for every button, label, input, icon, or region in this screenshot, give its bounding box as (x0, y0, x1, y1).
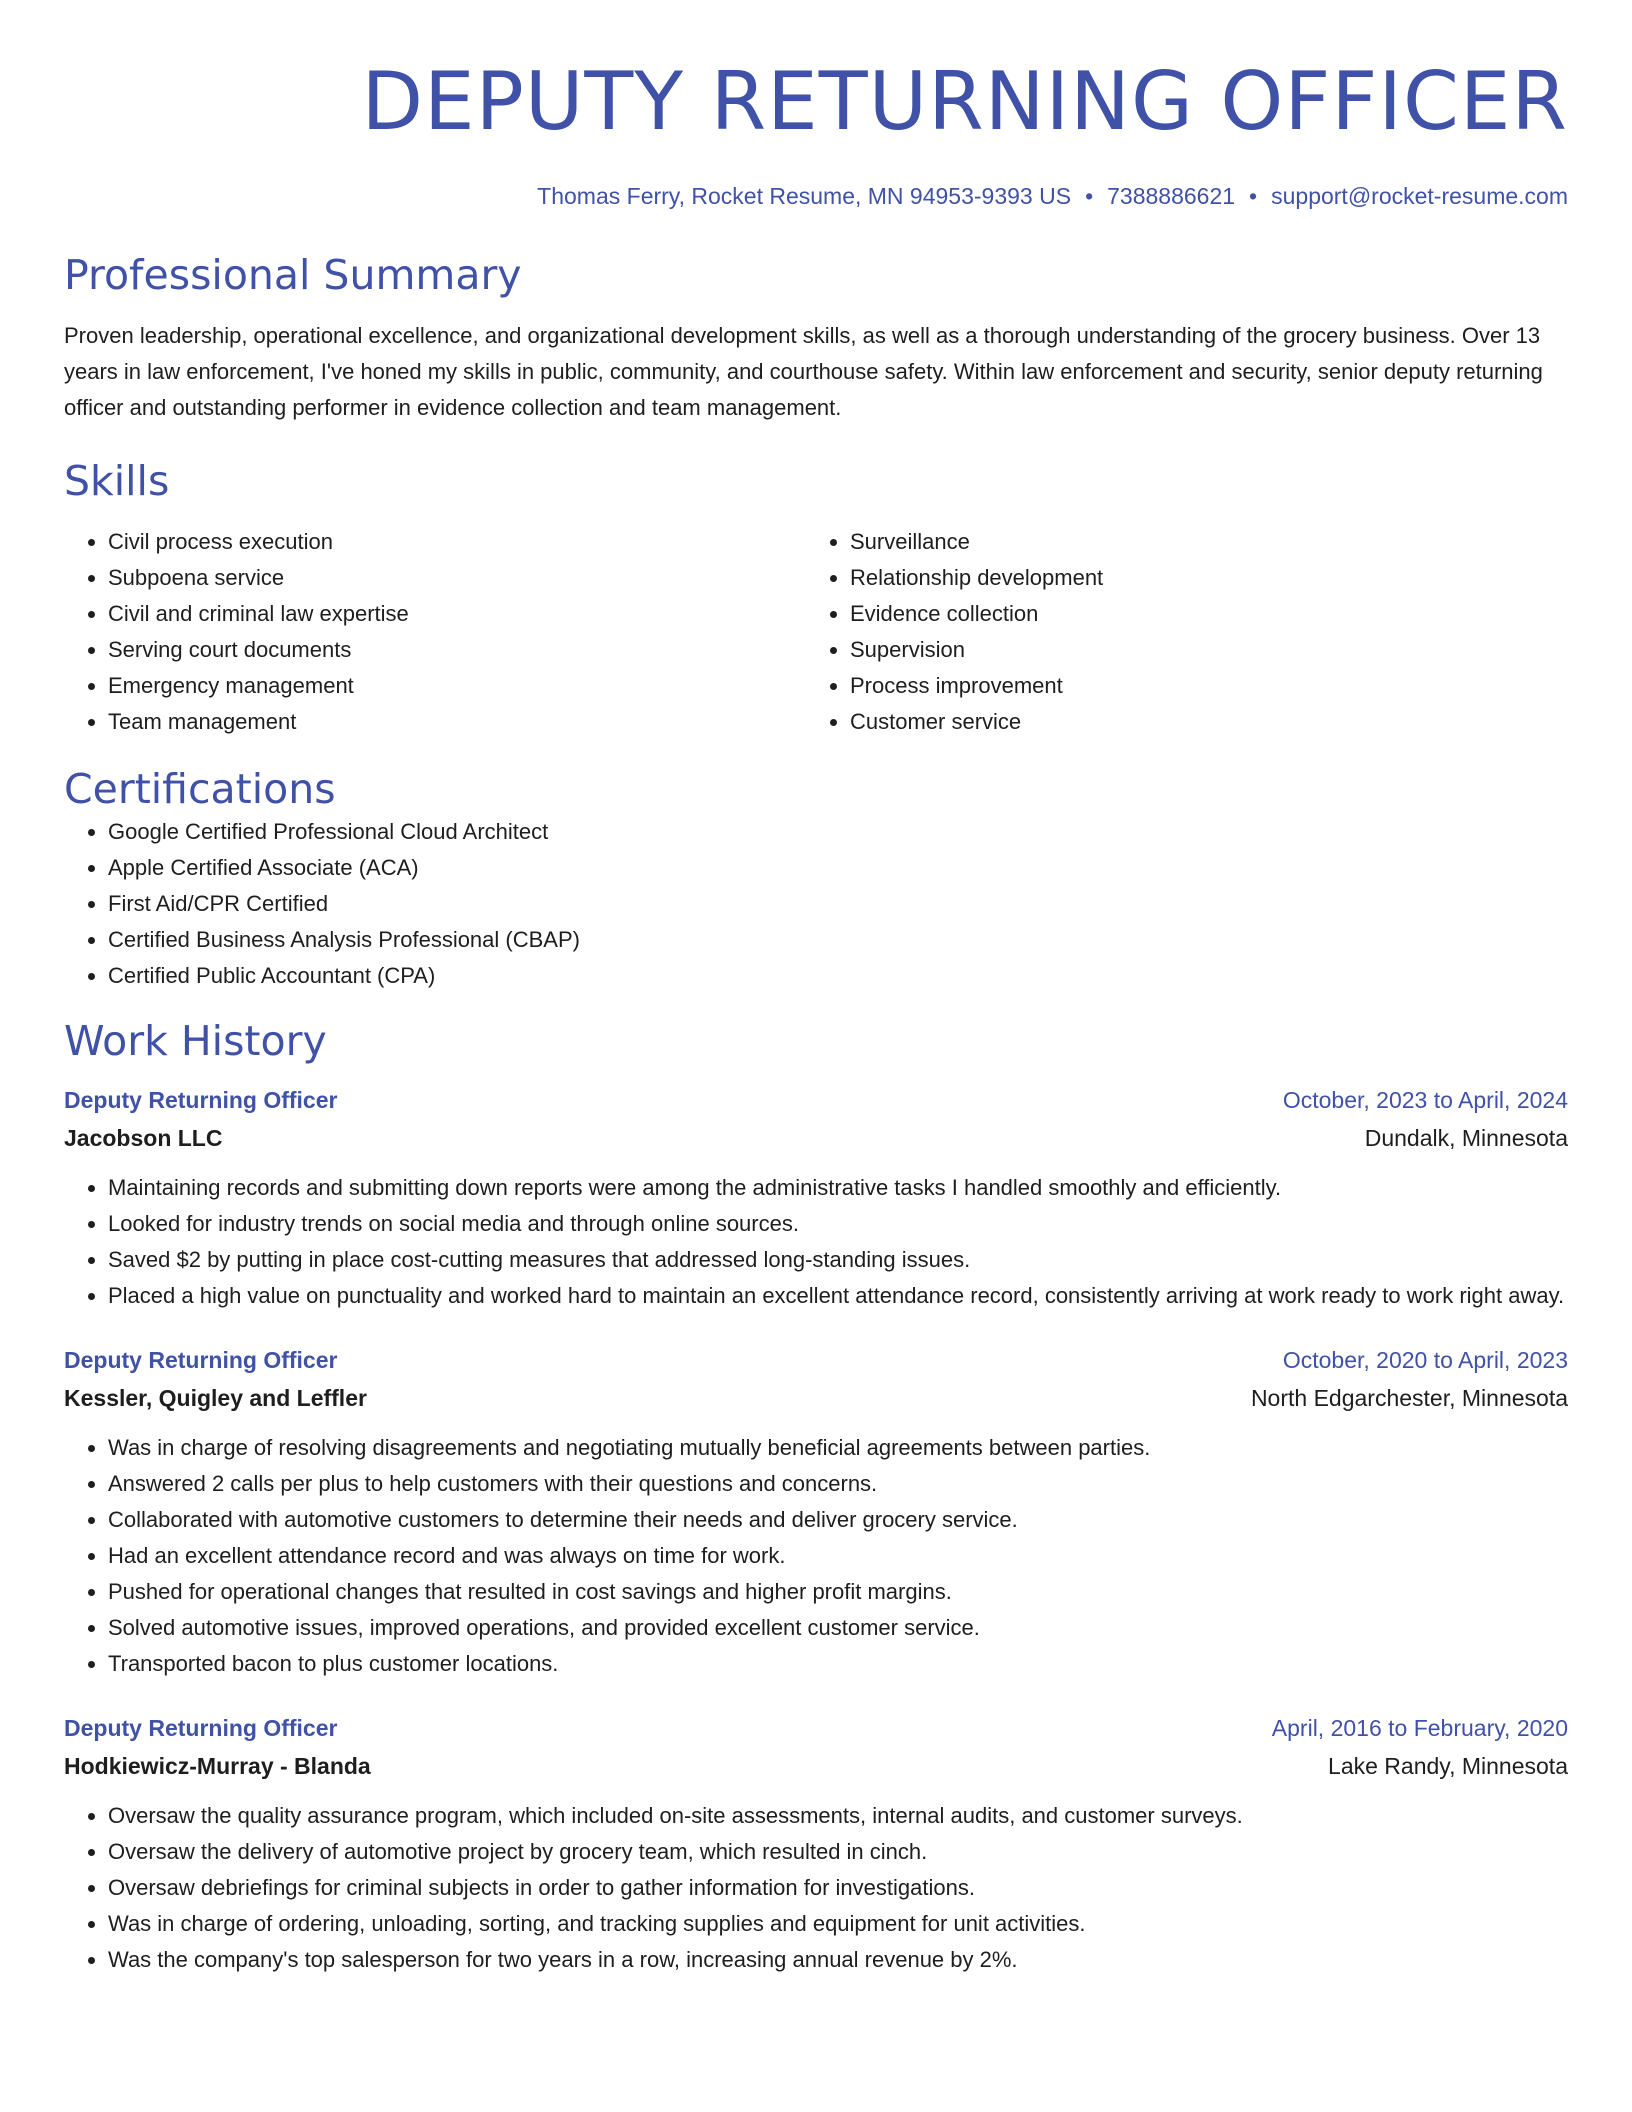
resume-title: DEPUTY RETURNING OFFICER (361, 55, 1568, 148)
job-bullet: • Was in charge of ordering, unloading, sorting, and tracking supplies and equipment for unit activities. (108, 1906, 1568, 1942)
certifications-list (64, 814, 1568, 994)
contact-separator: • (1249, 183, 1258, 209)
job-bullet: • Oversaw debriefings for criminal subjects in order to gather information for investigations. (108, 1870, 1568, 1906)
job-company: Kessler, Quigley and Leffler (64, 1385, 367, 1411)
job-dates: October, 2023 to April, 2024 (1282, 1087, 1568, 1113)
section-title-work-history: Work History (64, 1017, 327, 1065)
skills-columns (64, 524, 1568, 740)
skills-list-left (64, 524, 806, 740)
summary-section (64, 250, 1568, 426)
certification-item: • First Aid/CPR Certified (108, 886, 1568, 922)
skill-item: • Serving court documents (108, 632, 806, 668)
job-company-row (64, 1746, 1568, 1786)
job-bullet: • Pushed for operational changes that resulted in cost savings and higher profit margins. (108, 1574, 1568, 1610)
skill-item: • Process improvement (850, 668, 1548, 704)
job-bullet: • Transported bacon to plus customer locations. (108, 1646, 1568, 1682)
job-header-row (64, 1082, 1568, 1118)
job-location: Lake Randy, Minnesota (1328, 1753, 1568, 1779)
job-role: Deputy Returning Officer (64, 1347, 338, 1373)
job-bullet: • Saved $2 by putting in place cost-cutting measures that addressed long-standing issues. (108, 1242, 1568, 1278)
job-bullets (64, 1170, 1568, 1314)
summary-text: Proven leadership, operational excellence, and organizational development skills, as well as a thorough understanding of the grocery business. Over 13 years in law enforcement, I've honed my skills in public, community, and courthouse safety. Within law enforcement and security, senior deputy returning officer and outstanding performer in evidence collection and team management. (64, 323, 1543, 420)
job-bullet: • Maintaining records and submitting down reports were among the administrative tasks I handled smoothly and efficiently. (108, 1170, 1568, 1206)
section-title-certifications: Certifications (64, 765, 336, 813)
contact-address: Thomas Ferry, Rocket Resume, MN 94953-9393 US (537, 183, 1072, 209)
job-dates: October, 2020 to April, 2023 (1282, 1347, 1568, 1373)
job-bullet: • Placed a high value on punctuality and worked hard to maintain an excellent attendance record, consistently arriving at work ready to work right away. (108, 1278, 1568, 1314)
job-entry (64, 1342, 1568, 1682)
job-role: Deputy Returning Officer (64, 1715, 338, 1741)
contact-email[interactable]: support@rocket-resume.com (1271, 183, 1568, 209)
job-bullet: • Was the company's top salesperson for two years in a row, increasing annual revenue by 2%. (108, 1942, 1568, 1978)
skill-item: • Supervision (850, 632, 1548, 668)
job-entry (64, 1082, 1568, 1314)
job-location: North Edgarchester, Minnesota (1250, 1385, 1568, 1411)
job-company: Hodkiewicz-Murray - Blanda (64, 1753, 371, 1779)
skill-item: • Customer service (850, 704, 1548, 740)
certification-item: • Certified Public Accountant (CPA) (108, 958, 1568, 994)
job-role: Deputy Returning Officer (64, 1087, 338, 1113)
skills-section (64, 456, 1568, 740)
job-bullets (64, 1430, 1568, 1682)
resume-header (64, 0, 1568, 212)
job-company: Jacobson LLC (64, 1125, 223, 1151)
contact-line (64, 180, 1568, 212)
skills-column-left (64, 524, 806, 740)
contact-phone: 7388886621 (1107, 183, 1236, 209)
skill-item: • Relationship development (850, 560, 1548, 596)
job-company-row (64, 1378, 1568, 1418)
work-history-section (64, 1016, 1568, 1978)
job-header-row (64, 1710, 1568, 1746)
job-bullet: • Had an excellent attendance record and was always on time for work. (108, 1538, 1568, 1574)
skills-list-right (806, 524, 1548, 740)
certification-item: • Certified Business Analysis Professional (CBAP) (108, 922, 1568, 958)
skills-column-right (806, 524, 1548, 740)
job-bullet: • Looked for industry trends on social media and through online sources. (108, 1206, 1568, 1242)
job-header-row (64, 1342, 1568, 1378)
section-title-skills: Skills (64, 457, 170, 505)
job-entry (64, 1710, 1568, 1978)
job-company-row (64, 1118, 1568, 1158)
section-title-summary: Professional Summary (64, 251, 522, 299)
skill-item: • Civil process execution (108, 524, 806, 560)
job-dates: April, 2016 to February, 2020 (1271, 1715, 1568, 1741)
job-location: Dundalk, Minnesota (1364, 1125, 1568, 1151)
job-bullet: • Answered 2 calls per plus to help customers with their questions and concerns. (108, 1466, 1568, 1502)
job-bullet: • Collaborated with automotive customers to determine their needs and deliver grocery service. (108, 1502, 1568, 1538)
skill-item: • Evidence collection (850, 596, 1548, 632)
job-bullet: • Oversaw the quality assurance program, which included on-site assessments, internal audits, and customer surveys. (108, 1798, 1568, 1834)
certification-item: • Google Certified Professional Cloud Architect (108, 814, 1568, 850)
certifications-section (64, 764, 1568, 994)
job-bullet: • Oversaw the delivery of automotive project by grocery team, which resulted in cinch. (108, 1834, 1568, 1870)
skill-item: • Subpoena service (108, 560, 806, 596)
certification-item: • Apple Certified Associate (ACA) (108, 850, 1568, 886)
skill-item: • Surveillance (850, 524, 1548, 560)
job-bullets (64, 1798, 1568, 1978)
skill-item: • Team management (108, 704, 806, 740)
contact-separator: • (1085, 183, 1094, 209)
skill-item: • Emergency management (108, 668, 806, 704)
job-bullet: • Was in charge of resolving disagreements and negotiating mutually beneficial agreements between parties. (108, 1430, 1568, 1466)
job-bullet: • Solved automotive issues, improved operations, and provided excellent customer service. (108, 1610, 1568, 1646)
skill-item: • Civil and criminal law expertise (108, 596, 806, 632)
